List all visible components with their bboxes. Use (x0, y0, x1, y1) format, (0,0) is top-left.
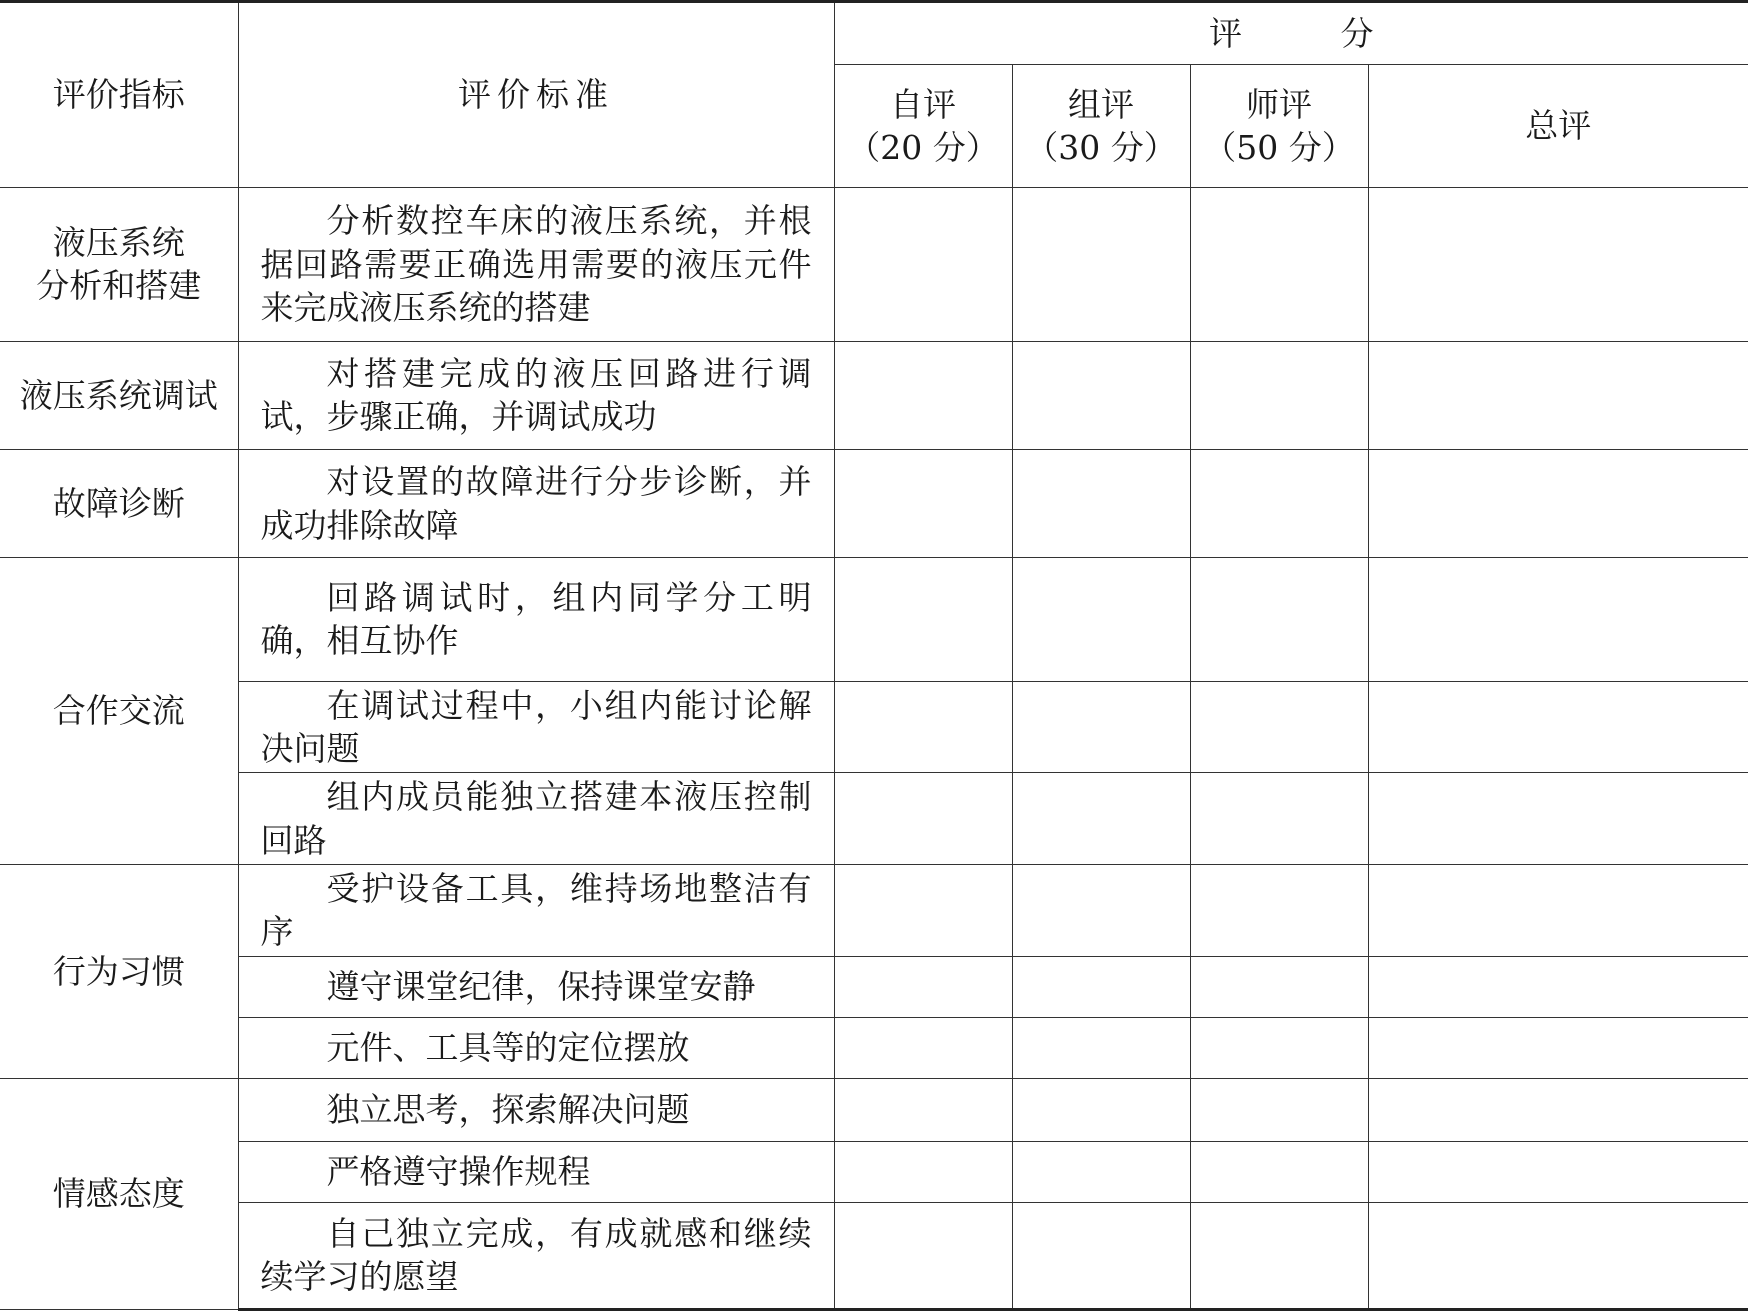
indicator-cell (0, 558, 238, 865)
criteria-text: 对搭建完成的液压回路进行调试，步骤正确，并调试成功 (260, 353, 812, 437)
group-eval-cell[interactable] (1012, 864, 1190, 956)
total-eval-cell[interactable] (1368, 450, 1748, 558)
indicator-label: 故障诊断 (52, 483, 185, 523)
table-row (0, 681, 1748, 773)
self-eval-cell[interactable] (834, 864, 1012, 956)
self-eval-cell[interactable] (834, 681, 1012, 773)
group-eval-cell[interactable] (1012, 773, 1190, 865)
criteria-cell (238, 1202, 834, 1309)
group-eval-cell[interactable] (1012, 188, 1190, 342)
table-row (0, 956, 1748, 1017)
criteria-cell (238, 341, 834, 449)
total-eval-cell[interactable] (1368, 188, 1748, 342)
total-eval-cell[interactable] (1368, 681, 1748, 773)
criteria-cell (238, 188, 834, 342)
header-score-group: 评 分 (834, 2, 1748, 65)
criteria-cell (238, 558, 834, 682)
total-eval-cell[interactable] (1368, 1017, 1748, 1078)
header-teacher-eval (1190, 65, 1368, 188)
self-eval-cell[interactable] (834, 558, 1012, 682)
criteria-text: 组内成员能独立搭建本液压控制回路 (260, 777, 812, 860)
criteria-text: 严格遵守操作规程 (326, 1151, 591, 1191)
criteria-cell (238, 1141, 834, 1202)
table-row (0, 188, 1748, 342)
teacher-eval-cell[interactable] (1190, 1141, 1368, 1202)
teacher-eval-cell[interactable] (1190, 681, 1368, 773)
table-row (0, 558, 1748, 682)
criteria-text: 回路调试时，组内同学分工明确，相互协作 (260, 577, 812, 661)
self-eval-cell[interactable] (834, 1141, 1012, 1202)
header-indicator: 评价指标 (0, 2, 238, 188)
criteria-text: 遵守课堂纪律，保持课堂安静 (326, 966, 756, 1006)
criteria-text: 在调试过程中，小组内能讨论解决问题 (260, 685, 812, 769)
criteria-text: 独立思考，探索解决问题 (326, 1090, 690, 1130)
header-self-eval (834, 65, 1012, 188)
table-row (0, 1079, 1748, 1141)
self-eval-cell[interactable] (834, 1202, 1012, 1309)
indicator-cell (0, 864, 238, 1078)
criteria-cell (238, 956, 834, 1017)
group-eval-cell[interactable] (1012, 1079, 1190, 1141)
indicator-cell (0, 450, 238, 558)
table-row (0, 341, 1748, 449)
total-eval-cell[interactable] (1368, 956, 1748, 1017)
criteria-cell (238, 773, 834, 865)
group-eval-cell[interactable] (1012, 1141, 1190, 1202)
header-group-eval-points: （30 分） (1025, 128, 1177, 168)
criteria-cell (238, 864, 834, 956)
criteria-cell (238, 1079, 834, 1141)
header-total-eval: 总评 (1368, 65, 1748, 188)
criteria-cell (238, 450, 834, 558)
indicator-cell (0, 188, 238, 342)
total-eval-cell[interactable] (1368, 864, 1748, 956)
teacher-eval-cell[interactable] (1190, 188, 1368, 342)
indicator-label: 行为习惯 (52, 951, 185, 991)
group-eval-cell[interactable] (1012, 681, 1190, 773)
indicator-label: 情感态度 (52, 1174, 185, 1214)
group-eval-cell[interactable] (1012, 956, 1190, 1017)
self-eval-cell[interactable] (834, 188, 1012, 342)
total-eval-cell[interactable] (1368, 341, 1748, 449)
indicator-label: 合作交流 (52, 691, 185, 731)
criteria-text: 元件、工具等的定位摆放 (326, 1028, 690, 1068)
criteria-cell (238, 1017, 834, 1078)
table-row (0, 1017, 1748, 1078)
group-eval-cell[interactable] (1012, 1017, 1190, 1078)
total-eval-cell[interactable] (1368, 558, 1748, 682)
table-row (0, 773, 1748, 865)
group-eval-cell[interactable] (1012, 1202, 1190, 1309)
header-group-eval-name: 组评 (1068, 84, 1134, 124)
teacher-eval-cell[interactable] (1190, 1202, 1368, 1309)
group-eval-cell[interactable] (1012, 450, 1190, 558)
indicator-label: 液压系统调试 (19, 375, 218, 415)
criteria-text: 受护设备工具，维持场地整洁有序 (260, 868, 812, 952)
teacher-eval-cell[interactable] (1190, 341, 1368, 449)
teacher-eval-cell[interactable] (1190, 450, 1368, 558)
self-eval-cell[interactable] (834, 341, 1012, 449)
header-criteria: 评价标准 (238, 2, 834, 188)
total-eval-cell[interactable] (1368, 1141, 1748, 1202)
criteria-text: 分析数控车床的液压系统，并根据回路需要正确选用需要的液压元件来完成液压系统的搭建 (260, 201, 812, 328)
total-eval-cell[interactable] (1368, 773, 1748, 865)
total-eval-cell[interactable] (1368, 1202, 1748, 1309)
group-eval-cell[interactable] (1012, 558, 1190, 682)
table-row (0, 1202, 1748, 1309)
header-row-top (0, 2, 1748, 65)
teacher-eval-cell[interactable] (1190, 956, 1368, 1017)
table-row (0, 1141, 1748, 1202)
total-eval-cell[interactable] (1368, 1079, 1748, 1141)
self-eval-cell[interactable] (834, 450, 1012, 558)
criteria-cell (238, 681, 834, 773)
teacher-eval-cell[interactable] (1190, 773, 1368, 865)
teacher-eval-cell[interactable] (1190, 558, 1368, 682)
teacher-eval-cell[interactable] (1190, 1079, 1368, 1141)
group-eval-cell[interactable] (1012, 341, 1190, 449)
indicator-cell (0, 1079, 238, 1310)
self-eval-cell[interactable] (834, 956, 1012, 1017)
header-teacher-eval-points: （50 分） (1203, 128, 1355, 168)
teacher-eval-cell[interactable] (1190, 1017, 1368, 1078)
indicator-label: 液压系统 分析和搭建 (36, 222, 202, 306)
teacher-eval-cell[interactable] (1190, 864, 1368, 956)
self-eval-cell[interactable] (834, 773, 1012, 865)
header-self-eval-name: 自评 (890, 84, 956, 124)
indicator-cell (0, 341, 238, 449)
self-eval-cell[interactable] (834, 1079, 1012, 1141)
header-group-eval (1012, 65, 1190, 188)
self-eval-cell[interactable] (834, 1017, 1012, 1078)
criteria-text: 自己独立完成，有成就感和继续续学习的愿望 (260, 1213, 812, 1297)
table-row (0, 450, 1748, 558)
header-teacher-eval-name: 师评 (1246, 84, 1312, 124)
table-row (0, 864, 1748, 956)
header-self-eval-points: （20 分） (847, 128, 999, 168)
criteria-text: 对设置的故障进行分步诊断，并成功排除故障 (260, 462, 812, 545)
